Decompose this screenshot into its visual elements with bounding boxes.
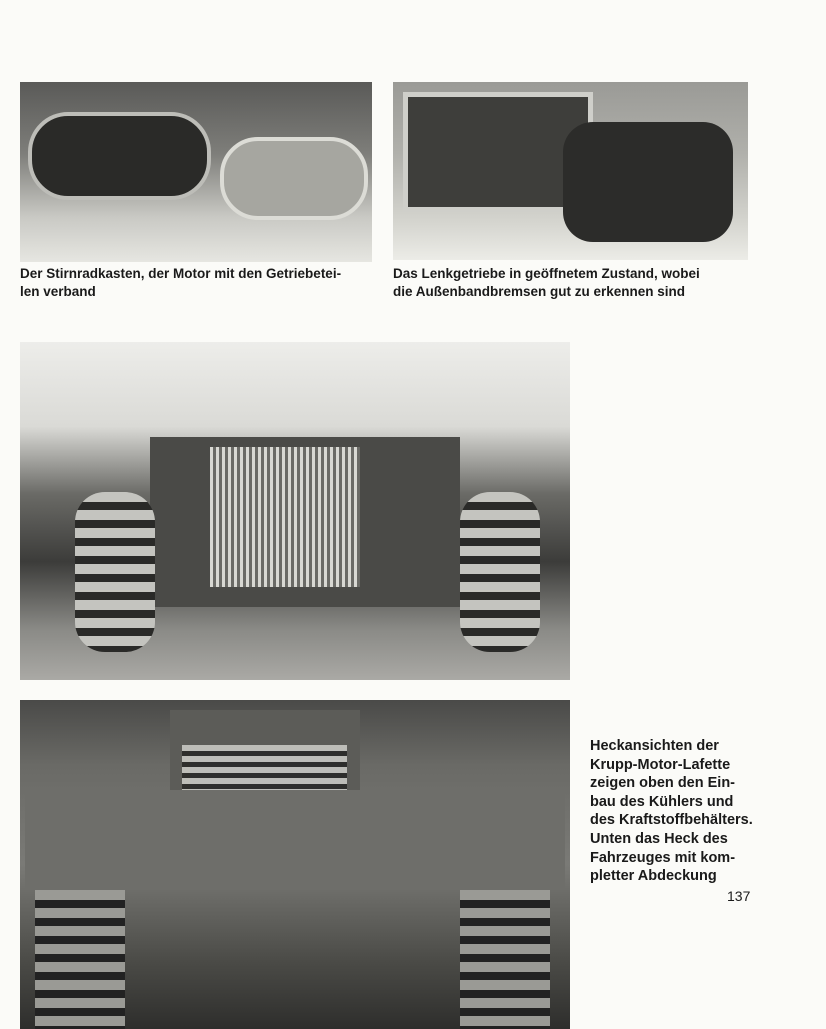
left-track-shape [35,890,125,1029]
brake-assembly-shape [563,122,733,242]
photo-rear-view-radiator [20,342,570,680]
left-track-shape [75,492,155,652]
cover-plate-shape [220,137,368,220]
photo-gear-housing [20,82,372,262]
caption-top-right: Das Lenkgetriebe in geöffnetem Zustand, wobei die Außenbandbremsen gut zu erkennen sind [393,266,700,299]
page-number: 137 [727,888,751,904]
photo-rear-view-covered [20,700,570,1029]
right-track-shape [460,890,550,1029]
caption-top-left: Der Stirnradkasten, der Motor mit den Getriebetei- len verband [20,266,342,299]
right-track-shape [460,492,540,652]
photo-steering-gear [393,82,748,260]
gear-housing-shape [28,112,211,200]
radiator-shape [210,447,360,587]
rear-fender-shape [25,790,565,890]
caption-side: Heckansichten der Krupp-Motor-Lafette zeigen oben den Ein- bau des Kühlers und des Kraftstoffbehälters. Unten das Heck des Fahrzeuges mit kom- pletter Abdeckung [590,738,753,885]
